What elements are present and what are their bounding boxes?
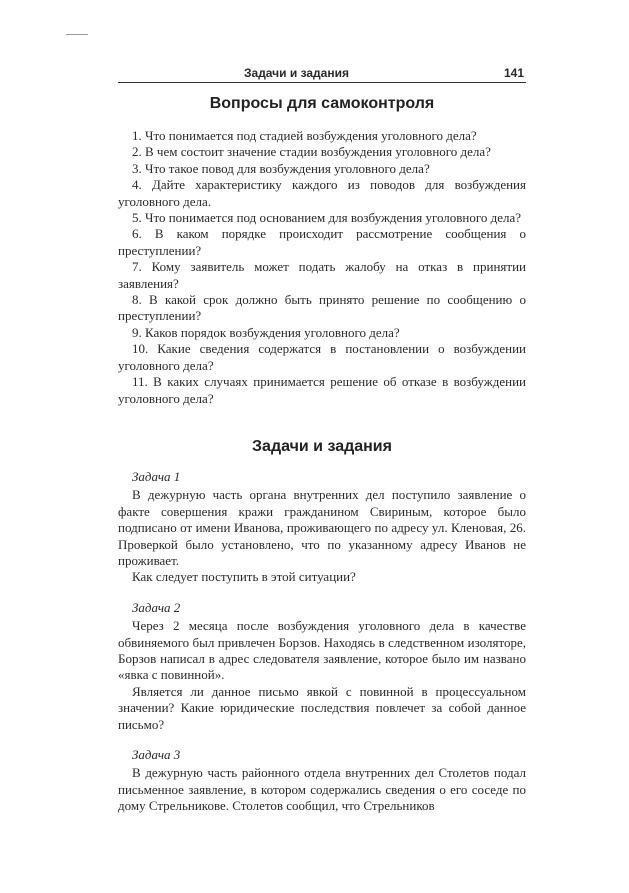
task-block xyxy=(118,747,526,815)
question-item: 9. Каков порядок возбуждения уголовного дела? xyxy=(132,324,400,340)
task-block xyxy=(118,600,526,733)
question-item: 7. Кому заявитель может подать жалобу на отказ в принятии заявления? xyxy=(118,259,526,291)
question-item: 5. Что понимается под основанием для возбуждения уголовного дела? xyxy=(132,210,522,226)
question-item: 1. Что понимается под стадией возбуждения уголовного дела? xyxy=(132,128,477,143)
task-paragraph: Является ли данное письмо явкой с повинной в процессуальном значении? Какие юридические последствия повлечет за собой данное письмо? xyxy=(118,683,526,732)
question-item: 10. Какие сведения содержатся в постановлении о возбуждении уголовного дела? xyxy=(118,341,526,373)
task-paragraph: Как следует поступить в этой ситуации? xyxy=(132,569,356,585)
task-paragraph: В дежурную часть органа внутренних дел поступило заявление о факте совершения кражи гражданином Свириным, которое было подписано от имени Иванова, проживающего по адресу ул. Кленовая, 26. Проверкой было установлено, что по указанному адресу Иванов не проживает. xyxy=(118,487,526,568)
question-item: 11. В каких случаях принимается решение об отказе в возбуждении уголовного дела? xyxy=(118,374,526,406)
section-title-tasks: Задачи и задания xyxy=(252,437,392,455)
task-paragraph: Через 2 месяца после возбуждения уголовного дела в качестве обвиняемого был привлечен Борзов. Находясь в следственном изоляторе, Борзов написал в адрес следователя заявление, которое было им названо «явка с повинной». xyxy=(118,618,526,683)
question-item: 8. В какой срок должно быть принято решение по сообщению о преступлении? xyxy=(118,292,526,324)
page-number: 141 xyxy=(503,66,524,80)
running-title: Задачи и задания xyxy=(244,66,349,80)
section-title-questions: Вопросы для самоконтроля xyxy=(209,95,435,112)
task-paragraph: В дежурную часть районного отдела внутренних дел Столетов подал письменное заявление, в котором содержались сведения о его соседе по дому Стрельникове. Столетов сообщил, что Стрельников xyxy=(118,765,526,814)
task-label: Задача 2 xyxy=(132,599,181,615)
page-content xyxy=(118,94,526,815)
task-block xyxy=(118,469,526,586)
question-item: 3. Что такое повод для возбуждения уголовного дела? xyxy=(132,160,430,176)
question-item: 6. В каком порядке происходит рассмотрение сообщения о преступлении? xyxy=(118,226,526,258)
questions-list xyxy=(118,128,526,407)
task-label: Задача 3 xyxy=(132,747,181,762)
task-label: Задача 1 xyxy=(132,468,181,484)
question-item: 4. Дайте характеристику каждого из поводов для возбуждения уголовного дела. xyxy=(118,177,526,209)
running-header xyxy=(118,66,526,83)
corner-scan-mark xyxy=(66,34,88,35)
question-item: 2. В чем состоит значение стадии возбуждения уголовного дела? xyxy=(132,144,491,160)
